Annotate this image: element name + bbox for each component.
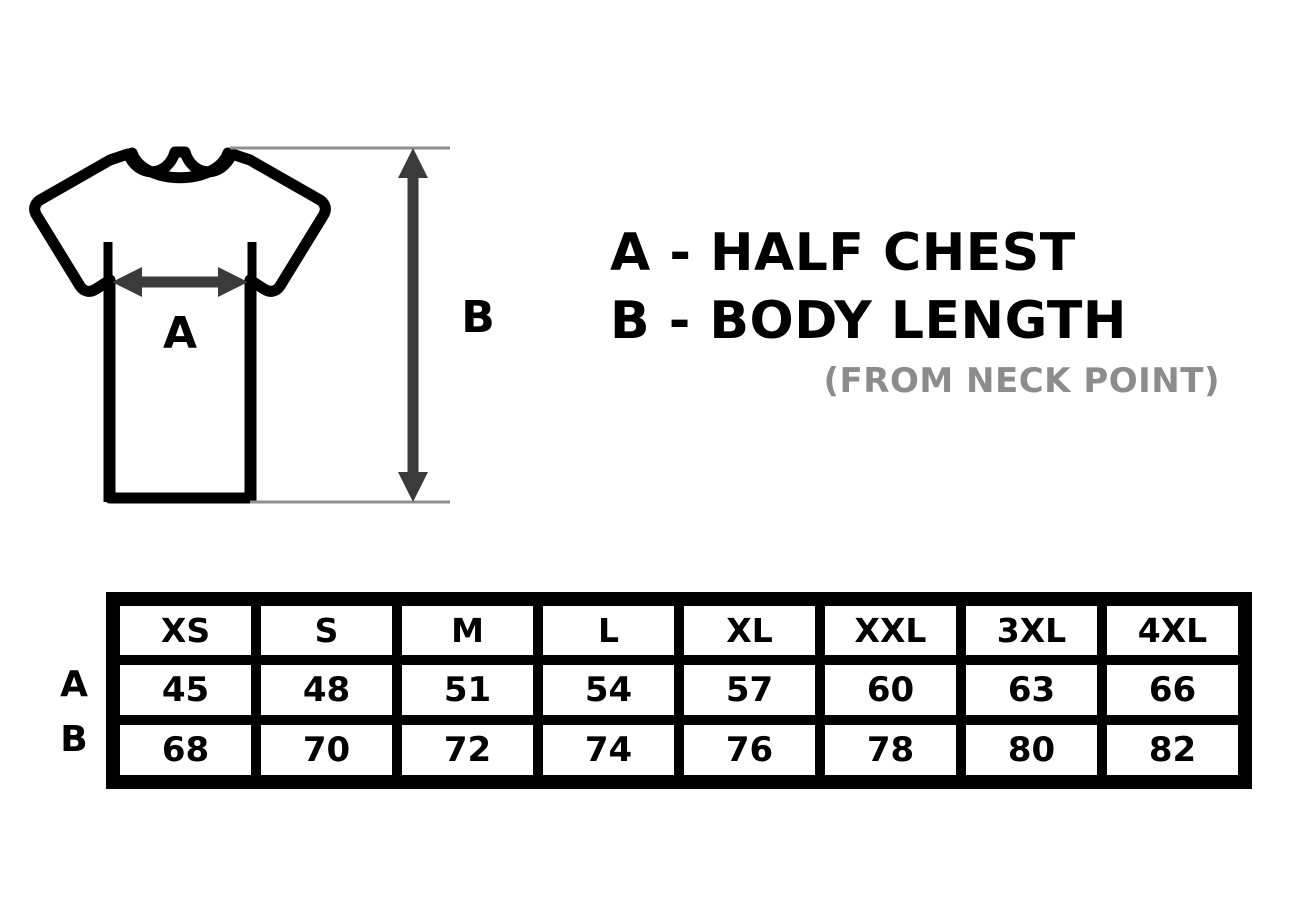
- row-label-column: [42, 592, 106, 777]
- legend-line-body-length: B - BODY LENGTH: [610, 291, 1127, 352]
- size-header-cell: S: [256, 601, 397, 660]
- half-chest-cell: 63: [961, 660, 1102, 720]
- legend-subtitle: (FROM NECK POINT): [823, 361, 1220, 402]
- half-chest-cell: 54: [538, 660, 679, 720]
- half-chest-cell: 51: [397, 660, 538, 720]
- size-header-cell: L: [538, 601, 679, 660]
- legend-line-half-chest: A - HALF CHEST: [610, 223, 1076, 283]
- row-label-b: B: [60, 719, 88, 760]
- size-header-cell: M: [397, 601, 538, 660]
- body-length-cell: 80: [961, 720, 1102, 780]
- table-row-half-chest: [115, 660, 1243, 720]
- half-chest-cell: 48: [256, 660, 397, 720]
- body-length-cell: 74: [538, 720, 679, 780]
- measure-label-a: A: [162, 308, 198, 359]
- size-header-cell: 3XL: [961, 601, 1102, 660]
- body-length-cell: 78: [820, 720, 961, 780]
- table-row-body-length: [115, 720, 1243, 780]
- legend: [610, 225, 1230, 401]
- size-header-cell: 4XL: [1102, 601, 1243, 660]
- size-header-cell: XXL: [820, 601, 961, 660]
- body-length-cell: 76: [679, 720, 820, 780]
- body-length-cell: 70: [256, 720, 397, 780]
- body-length-cell: 82: [1102, 720, 1243, 780]
- size-table-container: [42, 592, 1252, 777]
- body-length-cell: 72: [397, 720, 538, 780]
- size-header-cell: XS: [115, 601, 256, 660]
- size-header-cell: XL: [679, 601, 820, 660]
- row-label-a: A: [60, 664, 88, 705]
- half-chest-cell: 57: [679, 660, 820, 720]
- size-table: [106, 592, 1252, 789]
- measure-label-b: B: [461, 292, 495, 343]
- tshirt-icon: [20, 120, 540, 540]
- table-row-sizes: [115, 601, 1243, 660]
- half-chest-cell: 60: [820, 660, 961, 720]
- double-arrow-vertical-icon: [398, 148, 428, 502]
- half-chest-cell: 45: [115, 660, 256, 720]
- body-length-cell: 68: [115, 720, 256, 780]
- half-chest-cell: 66: [1102, 660, 1243, 720]
